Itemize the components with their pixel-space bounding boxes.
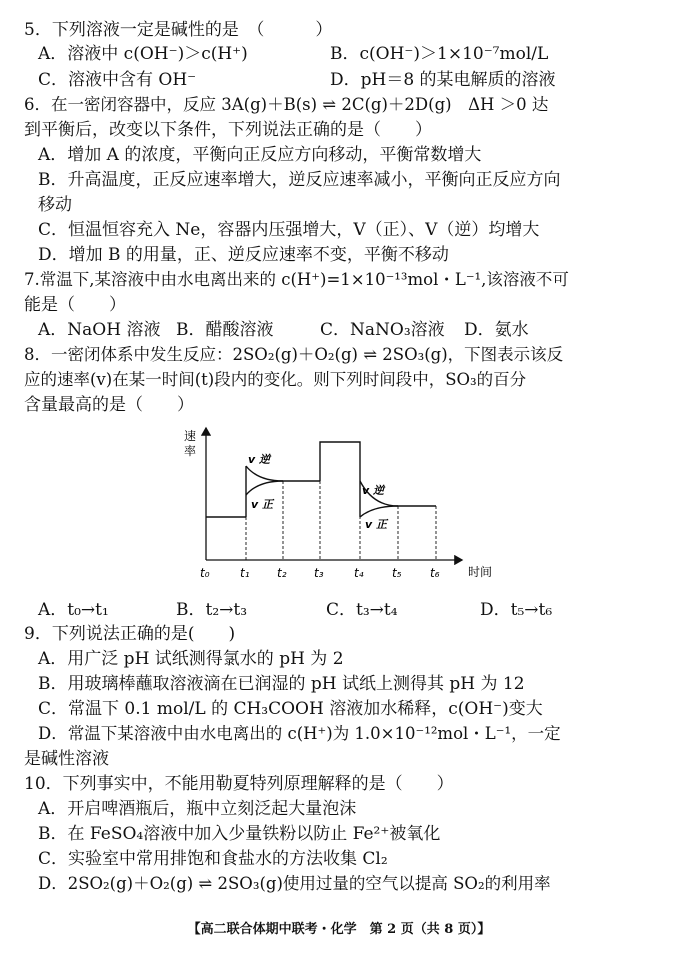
q6-option-b-line1: B．升高温度，正反应速率增大，逆反应速率减小，平衡向正反应方向 [38, 170, 561, 190]
q7-option-a: A．NaOH 溶液 [38, 320, 161, 340]
q6-option-c: C．恒温恒容充入 Ne，容器内压强增大，V（正）、V（逆）均增大 [38, 220, 540, 240]
label-v-ni-1: v 逆 [248, 453, 270, 466]
equal-rate-t3-t4 [320, 442, 360, 481]
q7-option-d: D．氨水 [464, 320, 529, 340]
q6-option-a: A．增加 A 的浓度，平衡向正反应方向移动，平衡常数增大 [38, 145, 482, 165]
v-zheng-curve-1 [246, 481, 283, 495]
q8-stem-line2: 应的速率(v)在某一时间(t)段内的变化。则下列时间段中，SO₃的百分 [24, 370, 527, 389]
q5-option-c: C．溶液中含有 OH⁻ [38, 70, 197, 90]
q7-stem-line1: 7.常温下,某溶液中由水电离出来的 c(H⁺)=1×10⁻¹³mol・L⁻¹,该溶液不可 [24, 270, 569, 289]
y-axis-label-1: 速 [184, 429, 197, 443]
v-zheng-curve-2 [360, 506, 398, 517]
q9-option-b: B．用玻璃棒蘸取溶液滴在已润湿的 pH 试纸上测得其 pH 为 12 [38, 674, 525, 694]
tick-t5: t₅ [392, 566, 402, 580]
q7-option-c: C．NaNO₃溶液 [320, 320, 445, 340]
q5-option-d: D．pH＝8 的某电解质的溶液 [330, 70, 556, 90]
q6-option-b-line2: 移动 [38, 195, 72, 215]
tick-t3: t₃ [314, 566, 324, 580]
rate-time-chart [170, 420, 500, 590]
tick-t2: t₂ [277, 566, 287, 580]
q10-option-b: B．在 FeSO₄溶液中加入少量铁粉以防止 Fe²⁺被氧化 [38, 824, 441, 844]
q8-option-b: B．t₂→t₃ [176, 600, 248, 620]
label-v-zheng-2: v 正 [365, 518, 387, 531]
x-axis-label: 时间 [468, 565, 493, 579]
q9-option-d-line1: D．常温下某溶液中由水电离出的 c(H⁺)为 1.0×10⁻¹²mol・L⁻¹，一定 [38, 724, 561, 743]
x-ticks [200, 566, 440, 580]
tick-t0: t₀ [200, 566, 210, 580]
q8-option-d: D．t₅→t₆ [480, 600, 553, 620]
tick-t4: t₄ [354, 566, 364, 580]
q9-option-c: C．常温下 0.1 mol/L 的 CH₃COOH 溶液加水稀释，c(OH⁻)变大 [38, 699, 543, 719]
tick-t1: t₁ [240, 566, 250, 580]
q5-option-b: B．c(OH⁻)＞1×10⁻⁷mol/L [330, 44, 549, 64]
q7-option-b: B．醋酸溶液 [176, 320, 274, 340]
q10-stem: 10．下列事实中，不能用勒夏特列原理解释的是（ ） [24, 774, 454, 794]
q8-option-c: C．t₃→t₄ [326, 600, 398, 620]
q5-option-a: A．溶液中 c(OH⁻)＞c(H⁺) [38, 44, 248, 64]
tick-t6: t₆ [430, 566, 440, 580]
rate-curves [206, 442, 436, 517]
q6-option-d: D．增加 B 的用量，正、逆反应速率不变，平衡不移动 [38, 245, 449, 265]
label-v-ni-2: v 逆 [362, 484, 384, 497]
page-footer: 【高二联合体期中联考・化学 第 2 页（共 8 页）】 [187, 922, 491, 937]
label-v-zheng-1: v 正 [251, 498, 273, 511]
q8-option-a: A．t₀→t₁ [38, 600, 109, 620]
q6-stem-line1: 6．在一密闭容器中，反应 3A(g)＋B(s) ⇌ 2C(g)＋2D(g) ΔH ＞0 达 [24, 95, 549, 114]
y-axis-label-2: 率 [184, 444, 197, 458]
q10-option-c: C．实验室中常用排饱和食盐水的方法收集 Cl₂ [38, 849, 388, 869]
time-guides [246, 481, 436, 560]
q7-stem-line2: 能是（ ） [24, 295, 126, 315]
q9-option-d-line2: 是碱性溶液 [24, 749, 109, 769]
q9-stem: 9．下列说法正确的是( ) [24, 624, 236, 644]
q9-option-a: A．用广泛 pH 试纸测得氯水的 pH 为 2 [38, 649, 344, 669]
q5-stem: 5．下列溶液一定是碱性的是 （ ） [24, 20, 333, 40]
q10-option-d: D．2SO₂(g)＋O₂(g) ⇌ 2SO₃(g)使用过量的空气以提高 SO₂的利用率 [38, 874, 551, 893]
q8-stem-line3: 含量最高的是（ ） [24, 395, 194, 415]
q10-option-a: A．开启啤酒瓶后，瓶中立刻泛起大量泡沫 [38, 799, 357, 819]
q8-stem-line1: 8．一密闭体系中发生反应：2SO₂(g)＋O₂(g) ⇌ 2SO₃(g)，下图表示该反 [24, 345, 564, 364]
v-ni-curve-1 [246, 466, 283, 481]
q6-stem-line2: 到平衡后，改变以下条件，下列说法正确的是（ ） [24, 120, 432, 140]
